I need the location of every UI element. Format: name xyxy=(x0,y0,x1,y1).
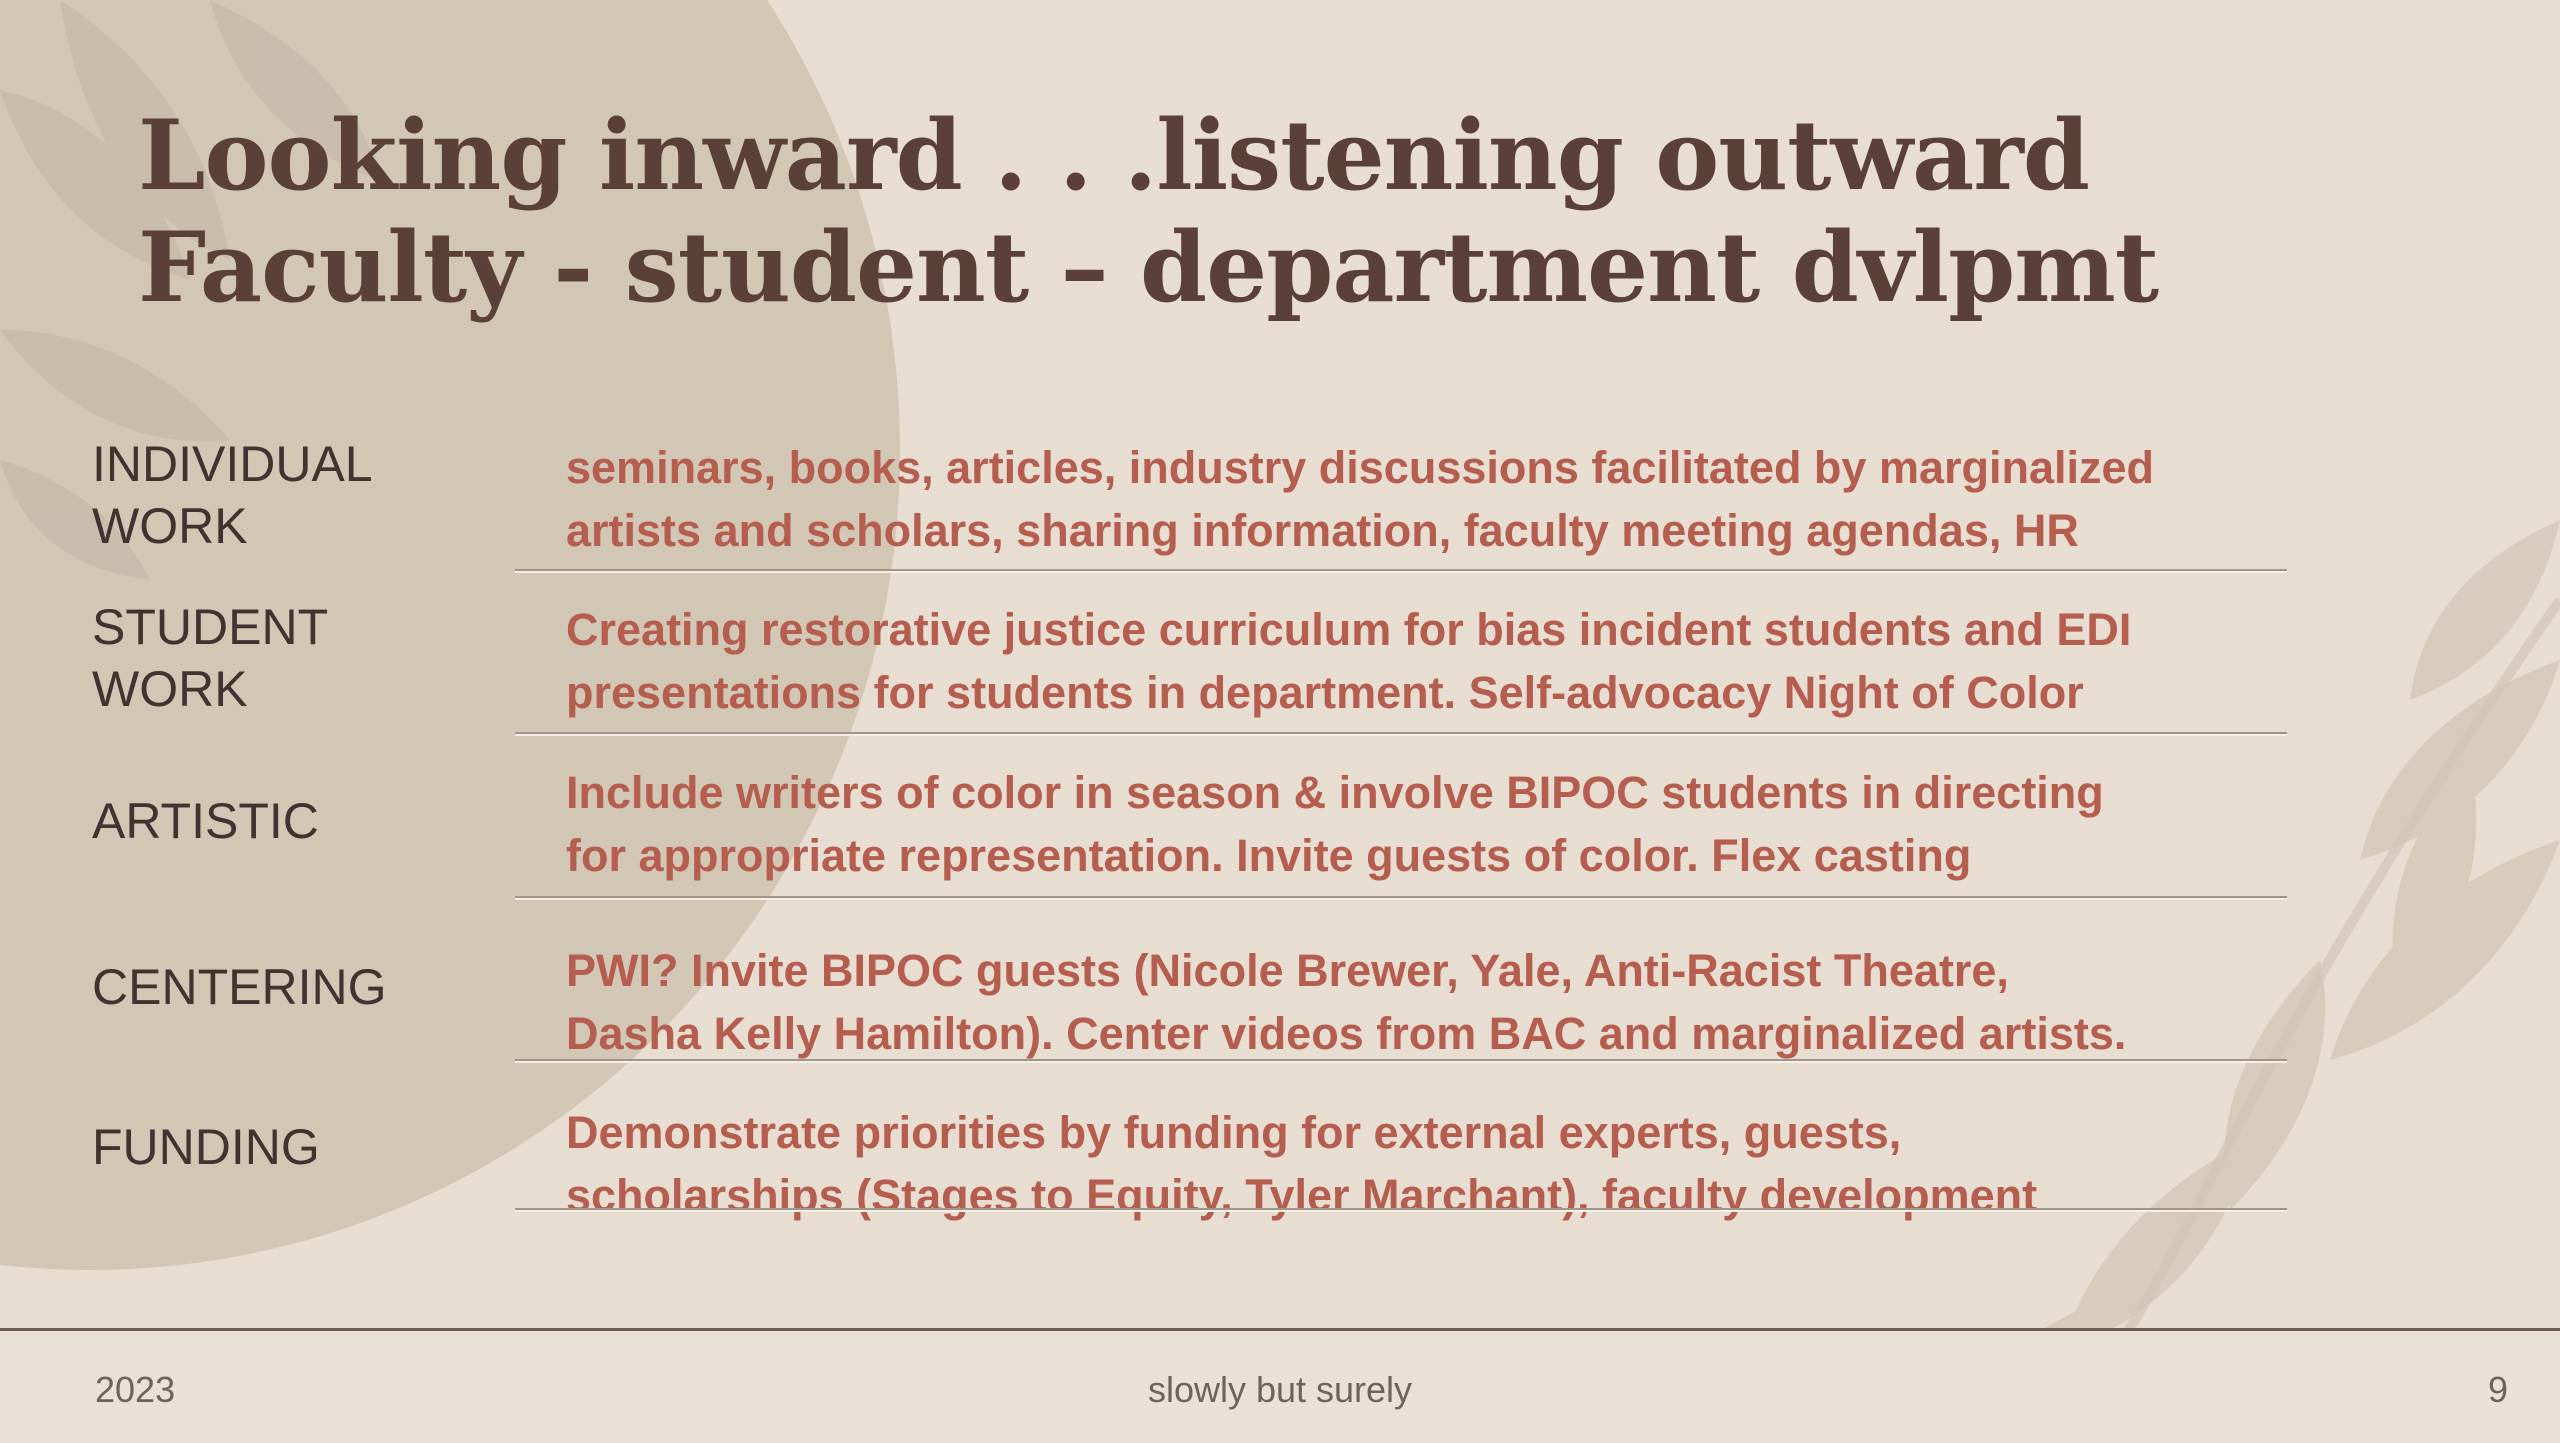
row-label-line: STUDENT xyxy=(92,599,329,655)
row-label-artistic xyxy=(92,790,482,852)
row-label-line: CENTERING xyxy=(92,959,387,1015)
row-text-line: Demonstrate priorities by funding for external experts, guests, xyxy=(566,1107,1902,1158)
row-label-line: WORK xyxy=(92,661,248,717)
row-label-line: ARTISTIC xyxy=(92,793,319,849)
row-divider xyxy=(515,569,2287,573)
row-text-line: for appropriate representation. Invite guests of color. Flex casting xyxy=(566,830,1972,881)
footer-date: 2023 xyxy=(95,1369,176,1410)
title-line: Faculty - student – department dvlpmt xyxy=(138,211,2159,324)
row-label-centering xyxy=(92,956,482,1018)
slide-number: 9 xyxy=(2487,1369,2508,1410)
row-text-student-work xyxy=(566,598,2266,724)
row-divider xyxy=(515,1208,2287,1212)
row-text-line: presentations for students in department. Self-advocacy Night of Color xyxy=(566,667,2084,718)
row-divider xyxy=(515,732,2287,736)
row-divider xyxy=(515,896,2287,900)
title-line: Looking inward . . .listening outward xyxy=(138,99,2089,212)
row-label-individual-work xyxy=(92,433,482,557)
row-label-line: INDIVIDUAL xyxy=(92,436,373,492)
row-text-line: Dasha Kelly Hamilton). Center videos from BAC and marginalized artists. xyxy=(566,1008,2127,1059)
row-label-line: WORK xyxy=(92,498,248,554)
row-text-line: artists and scholars, sharing information, faculty meeting agendas, HR xyxy=(566,505,2079,556)
row-text-line: Creating restorative justice curriculum for bias incident students and EDI xyxy=(566,604,2132,655)
row-label-funding xyxy=(92,1116,482,1178)
row-text-line: PWI? Invite BIPOC guests (Nicole Brewer, Yale, Anti-Racist Theatre, xyxy=(566,945,2009,996)
row-label-line: FUNDING xyxy=(92,1119,320,1175)
slide-title xyxy=(138,100,2438,324)
row-text-artistic xyxy=(566,761,2266,887)
row-label-student-work xyxy=(92,596,482,720)
row-text-line: Include writers of color in season & involve BIPOC students in directing xyxy=(566,767,2104,818)
row-divider xyxy=(515,1059,2287,1063)
row-text-individual-work xyxy=(566,436,2266,562)
footer-caption: slowly but surely xyxy=(1147,1369,1413,1410)
row-text-centering xyxy=(566,939,2266,1065)
row-text-line: scholarships (Stages to Equity, Tyler Marchant), faculty development xyxy=(566,1170,2038,1221)
row-text-line: seminars, books, articles, industry discussions facilitated by marginalized xyxy=(566,442,2155,493)
